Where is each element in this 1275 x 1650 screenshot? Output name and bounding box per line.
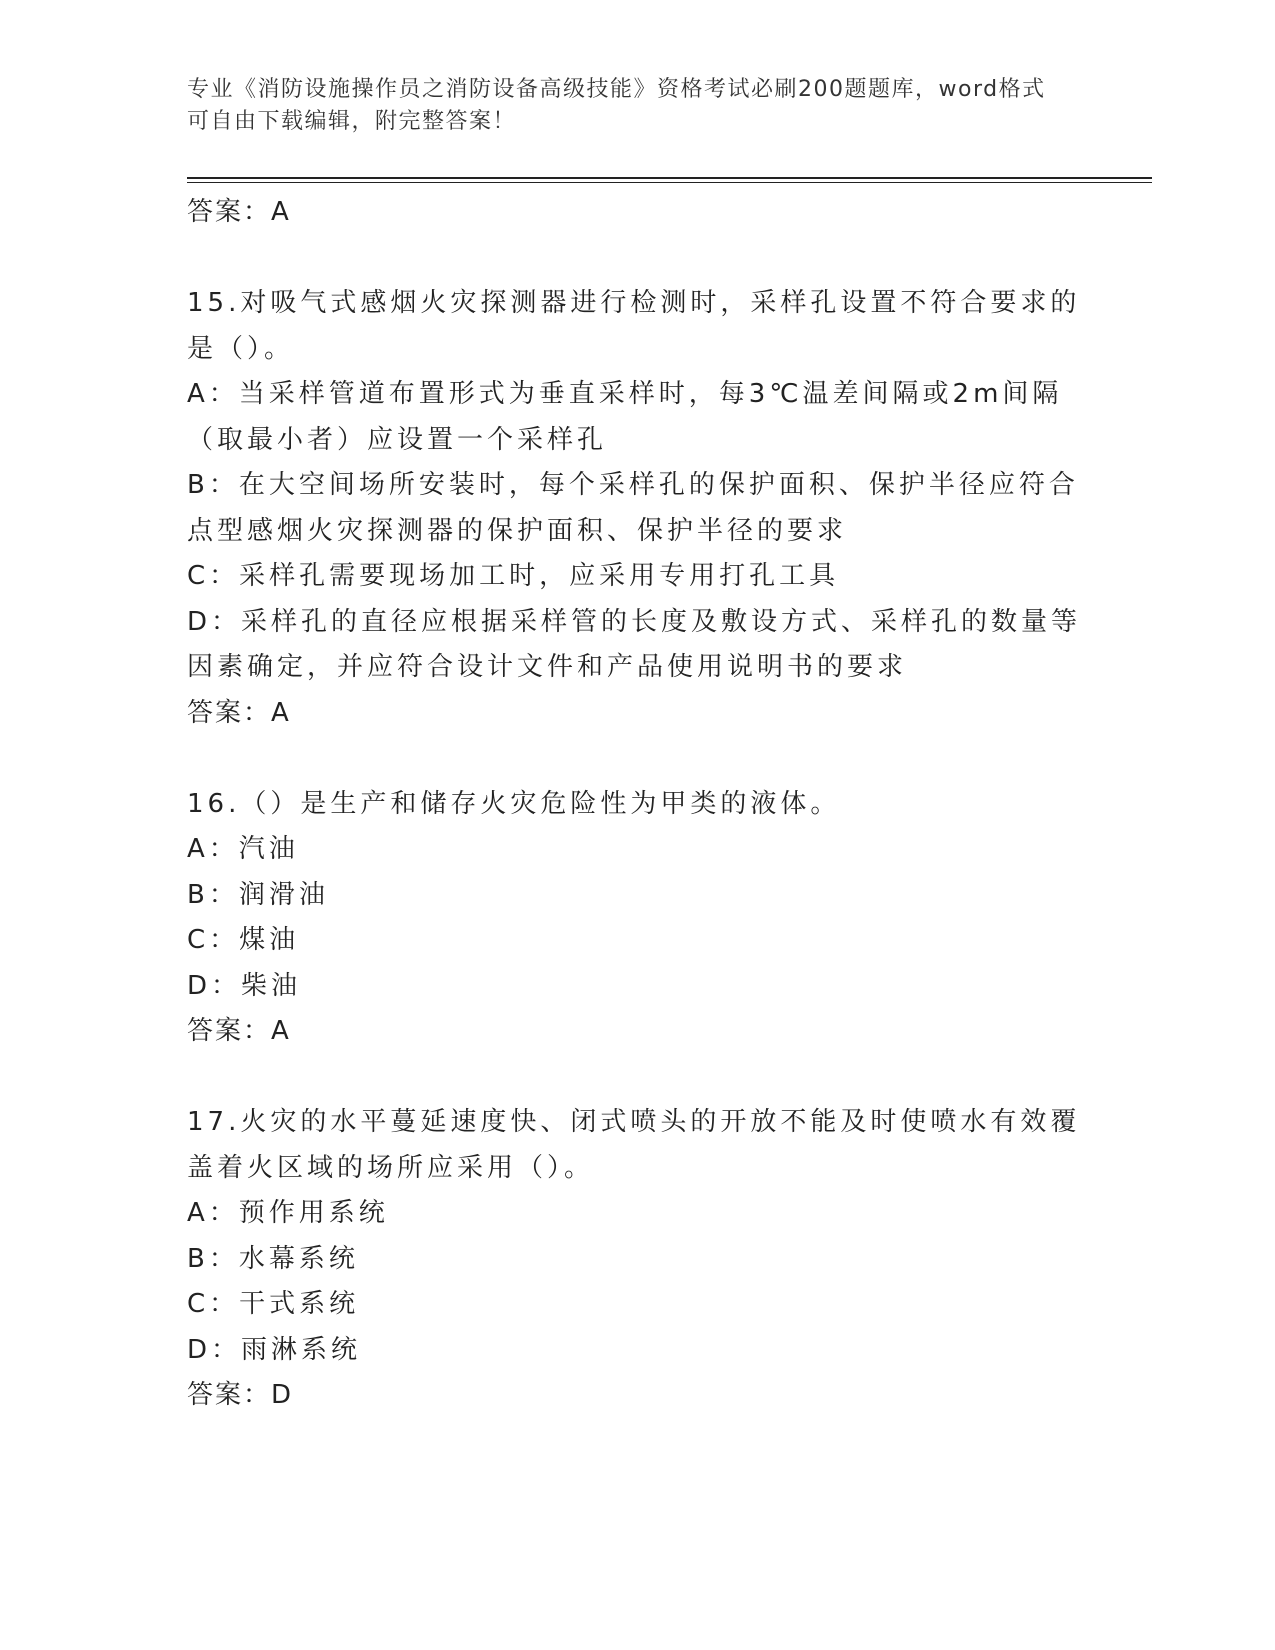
option-b: B：润滑油 bbox=[187, 879, 329, 910]
header-rule-thin bbox=[187, 182, 1152, 183]
option-a: A：汽油 bbox=[187, 834, 299, 864]
answer-value: A bbox=[271, 1016, 293, 1046]
option-d: D：采样孔的直径应根据采样管的长度及敷设方式、采样孔的数量等因素确定，并应符合设计文件和产品使用说明书的要求 bbox=[187, 606, 1082, 682]
option-a: A：预作用系统 bbox=[187, 1198, 389, 1228]
answer-value: A bbox=[271, 697, 293, 728]
option-d: D：雨淋系统 bbox=[187, 1334, 362, 1365]
answer-label: 答案： bbox=[187, 197, 272, 227]
option-b: B：水幕系统 bbox=[187, 1243, 359, 1274]
answer-label: 答案： bbox=[187, 1380, 272, 1410]
answer-value: D bbox=[271, 1380, 296, 1410]
question-block bbox=[187, 782, 1087, 1055]
question-block bbox=[187, 281, 1087, 736]
option-c: C：煤油 bbox=[187, 925, 300, 955]
option-a: A：当采样管道布置形式为垂直采样时，每3℃温差间隔或2m间隔（取最小者）应设置一个采样孔 bbox=[187, 379, 1063, 455]
option-c: C：干式系统 bbox=[187, 1289, 360, 1319]
answer-label: 答案： bbox=[187, 1016, 272, 1046]
option-b: B：在大空间场所安装时，每个采样孔的保护面积、保护半径应符合点型感烟火灾探测器的保护面积、保护半径的要求 bbox=[187, 470, 1079, 546]
answer-line bbox=[187, 1373, 1087, 1419]
option-d: D：柴油 bbox=[187, 970, 302, 1001]
header-text: 专业《消防设施操作员之消防设备高级技能》资格考试必刷200题题库，word格式可自由下载编辑，附完整答案！ bbox=[187, 77, 1046, 134]
document-body bbox=[187, 190, 1087, 1419]
answer-line bbox=[187, 190, 1087, 236]
answer-line bbox=[187, 691, 1087, 737]
question-stem: 16.（）是生产和储存火灾危险性为甲类的液体。 bbox=[187, 788, 841, 819]
option-c: C：采样孔需要现场加工时，应采用专用打孔工具 bbox=[187, 561, 840, 591]
answer-value: A bbox=[271, 197, 293, 227]
header-rule-thick bbox=[187, 177, 1152, 179]
question-stem: 15.对吸气式感烟火灾探测器进行检测时，采样孔设置不符合要求的是（）。 bbox=[187, 288, 1081, 364]
answer-label: 答案： bbox=[187, 697, 272, 728]
question-block bbox=[187, 1100, 1087, 1419]
answer-line bbox=[187, 1009, 1087, 1055]
document-header bbox=[187, 74, 1067, 138]
question-stem: 17.火灾的水平蔓延速度快、闭式喷头的开放不能及时使喷水有效覆盖着火区域的场所应采用（）。 bbox=[187, 1107, 1081, 1183]
